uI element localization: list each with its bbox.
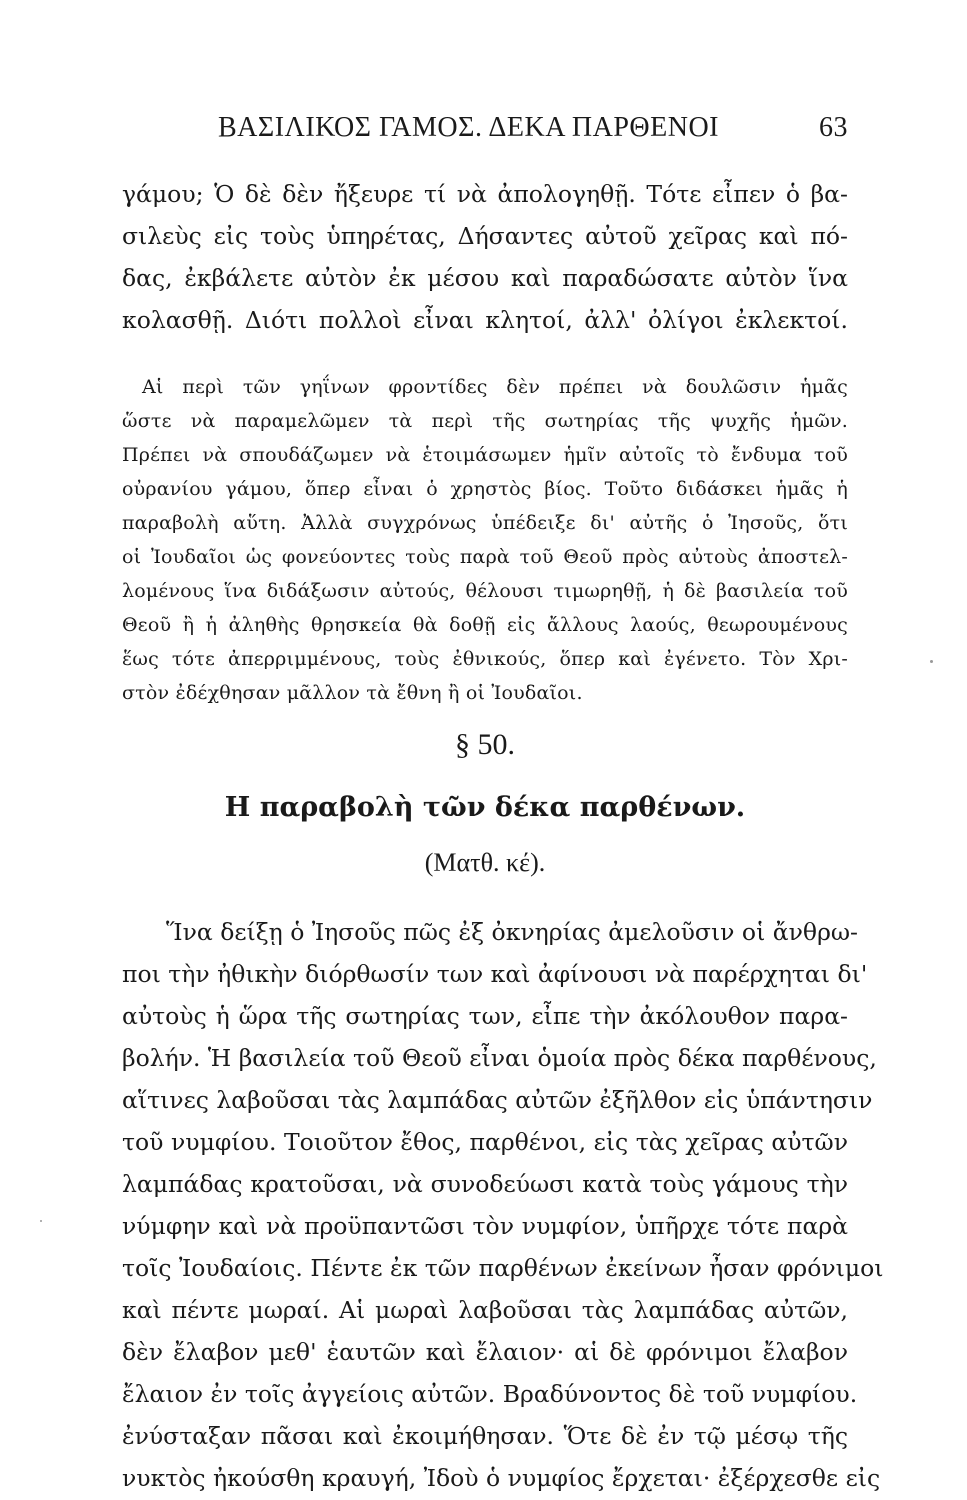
text-line: ἐνύσταξαν πᾶσαι καὶ ἐκοιμήθησαν. Ὅτε δὲ ἐν τῷ μέσῳ τῆς	[122, 1422, 848, 1450]
commentary-line: οὐρανίου γάμου, ὅπερ εἶναι ὁ χρηστὸς βίος. Τοῦτο διδάσκει ἡμᾶς ἡ	[122, 478, 848, 500]
commentary-line: οἱ Ἰουδαῖοι ὡς φονεύοντες τοὺς παρὰ τοῦ Θεοῦ πρὸς αὐτοὺς ἀποστελ-	[122, 546, 848, 568]
page-number: 63	[819, 112, 848, 143]
commentary-line: Θεοῦ ἢ ἡ ἀληθὴς θρησκεία θὰ δοθῇ εἰς ἄλλους λαούς, θεωρουμένους	[122, 614, 848, 636]
section-heading: Η παραβολὴ τῶν δέκα παρθένων.	[224, 792, 746, 823]
text-line: αὐτοὺς ἡ ὥρα τῆς σωτηρίας των, εἶπε τὴν ἀκόλουθον παρα-	[122, 1002, 848, 1030]
commentary-line: Αἱ περὶ τῶν γηΐνων φροντίδες δὲν πρέπει νὰ δουλῶσιν ἡμᾶς	[142, 376, 848, 398]
paper-speck	[40, 1220, 42, 1222]
text-line: αἵτινες λαβοῦσαι τὰς λαμπάδας αὐτῶν ἐξῆλθον εἰς ὑπάντησιν	[122, 1086, 873, 1114]
commentary-line: ὥστε νὰ παραμελῶμεν τὰ περὶ τῆς σωτηρίας τῆς ψυχῆς ἡμῶν.	[122, 410, 848, 432]
text-line: ἔλαιον ἐν τοῖς ἀγγείοις αὐτῶν. Βραδύνοντος δὲ τοῦ νυμφίου.	[122, 1380, 858, 1408]
text-line: δὲν ἔλαβον μεθ' ἑαυτῶν καὶ ἔλαιον· αἱ δὲ φρόνιμοι ἔλαβον	[122, 1338, 848, 1366]
text-line: λαμπάδας κρατοῦσαι, νὰ συνοδεύωσι κατὰ τοὺς γάμους τὴν	[122, 1170, 848, 1198]
commentary-line: παραβολὴ αὕτη. Ἀλλὰ συγχρόνως ὑπέδειξε δι' αὐτῆς ὁ Ἰησοῦς, ὅτι	[122, 512, 848, 534]
text-line: δας, ἐκβάλετε αὐτὸν ἐκ μέσου καὶ παραδώσατε αὐτὸν ἵνα	[122, 264, 848, 292]
text-line: ποι τὴν ἠθικὴν διόρθωσίν των καὶ ἀφίνουσι νὰ παρέρχηται δι'	[122, 960, 868, 988]
text-line: νυκτὸς ἠκούσθη κραυγή, Ἰδοὺ ὁ νυμφίος ἔρχεται· ἐξέρχεσθε εἰς	[122, 1464, 881, 1492]
commentary-line: στὸν ἐδέχθησαν μᾶλλον τὰ ἔθνη ἢ οἱ Ἰουδαῖοι.	[122, 682, 583, 704]
text-line: σιλεὺς εἰς τοὺς ὑπηρέτας, Δήσαντες αὐτοῦ χεῖρας καὶ πό-	[122, 222, 848, 250]
text-line: κολασθῇ. Διότι πολλοὶ εἶναι κλητοί, ἀλλ' ὀλίγοι ἐκλεκτοί.	[122, 306, 848, 334]
text-line: Ἵνα δείξῃ ὁ Ἰησοῦς πῶς ἐξ ὀκνηρίας ἀμελοῦσιν οἱ ἄνθρω-	[166, 918, 858, 946]
text-line: καὶ πέντε μωραί. Αἱ μωραὶ λαβοῦσαι τὰς λαμπάδας αὐτῶν,	[122, 1296, 848, 1324]
paper-speck	[930, 660, 933, 663]
text-line: νύμφην καὶ νὰ προϋπαντῶσι τὸν νυμφίον, ὑπῆρχε τότε παρὰ	[122, 1212, 848, 1240]
text-line: τοῖς Ἰουδαίοις. Πέντε ἐκ τῶν παρθένων ἐκείνων ἦσαν φρόνιμοι	[122, 1254, 884, 1282]
text-line: γάμου; Ὁ δὲ δὲν ἤξευρε τί νὰ ἀπολογηθῇ. Τότε εἶπεν ὁ βα-	[122, 180, 848, 208]
commentary-line: λομένους ἵνα διδάξωσιν αὐτούς, θέλουσι τιμωρηθῇ, ἡ δὲ βασιλεία τοῦ	[122, 580, 848, 602]
running-title: ΒΑΣΙΛΙΚΟΣ ΓΑΜΟΣ. ΔΕΚΑ ΠΑΡΘΕΝΟΙ	[218, 112, 720, 143]
running-header	[218, 112, 848, 152]
text-line: τοῦ νυμφίου. Τοιοῦτον ἔθος, παρθένοι, εἰς τὰς χεῖρας αὐτῶν	[122, 1128, 848, 1156]
section-number: § 50.	[455, 728, 515, 761]
scripture-reference: (Ματθ. κέ).	[424, 848, 546, 877]
commentary-line: ἕως τότε ἀπερριμμένους, τοὺς ἐθνικούς, ὅπερ καὶ ἐγένετο. Τὸν Χρι-	[122, 648, 848, 670]
text-line: βολήν. Ἡ βασιλεία τοῦ Θεοῦ εἶναι ὁμοία πρὸς δέκα παρθένους,	[122, 1044, 877, 1072]
commentary-line: Πρέπει νὰ σπουδάζωμεν νὰ ἑτοιμάσωμεν ἡμῖν αὐτοῖς τὸ ἔνδυμα τοῦ	[122, 444, 848, 466]
